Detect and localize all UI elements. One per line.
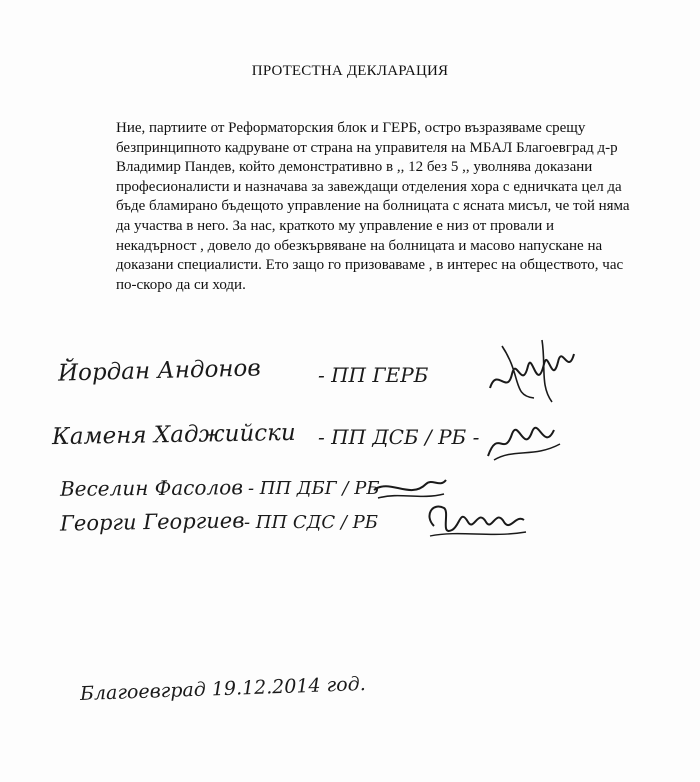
body-line: професионалисти и назначава за завеждащи отделения хора с едничката цел да — [116, 178, 622, 195]
body-line: некадърност , довело до обезкървяване на болницата и масово напускане на — [116, 237, 603, 254]
signer-party: - ПП СДС / РБ — [244, 512, 378, 533]
body-line: безпринципното кадруване от страна на управителя на МБАЛ Благоевград д-р — [116, 139, 618, 156]
body-line: доказани специалисти. Ето защо го призоваваме , в интерес на обществото, час — [116, 257, 624, 274]
body-line: по-скоро да си ходи. — [116, 276, 246, 293]
signer-name: Георги Георгиев — [59, 508, 245, 536]
body-line: Ние, партиите от Реформаторския блок и ГЕРБ, остро възразяваме срещу — [116, 120, 586, 136]
signer-name: Каменя Хаджийски — [51, 419, 296, 451]
signer-name: Йордан Андонов — [57, 355, 262, 387]
body-line: да участва в него. За нас, краткото му управление е низ от провали и — [116, 217, 555, 234]
body-line: Владимир Пандев, който демонстративно в ,, 12 без 5 ,, уволнява доказани — [116, 159, 593, 176]
signer-party: - ПП ДСБ / РБ - — [318, 425, 480, 449]
signer-party: - ПП ДБГ / РБ — [248, 478, 380, 499]
signature-scribble — [484, 408, 564, 468]
signer-party: - ПП ГЕРБ — [318, 363, 429, 387]
body-line: бъде бламирано бъдещото управление на болницата с ясната мисъл, че той няма — [116, 198, 630, 215]
document-title: ПРОТЕСТНА ДЕКЛАРАЦИЯ — [251, 63, 449, 79]
signature-scribble — [482, 336, 582, 406]
signature-scribble — [420, 496, 530, 546]
declaration-body — [116, 119, 630, 295]
signer-name: Веселин Фасолов — [59, 475, 244, 501]
place-date-line: Благоевград 19.12.2014 год. — [79, 673, 367, 705]
